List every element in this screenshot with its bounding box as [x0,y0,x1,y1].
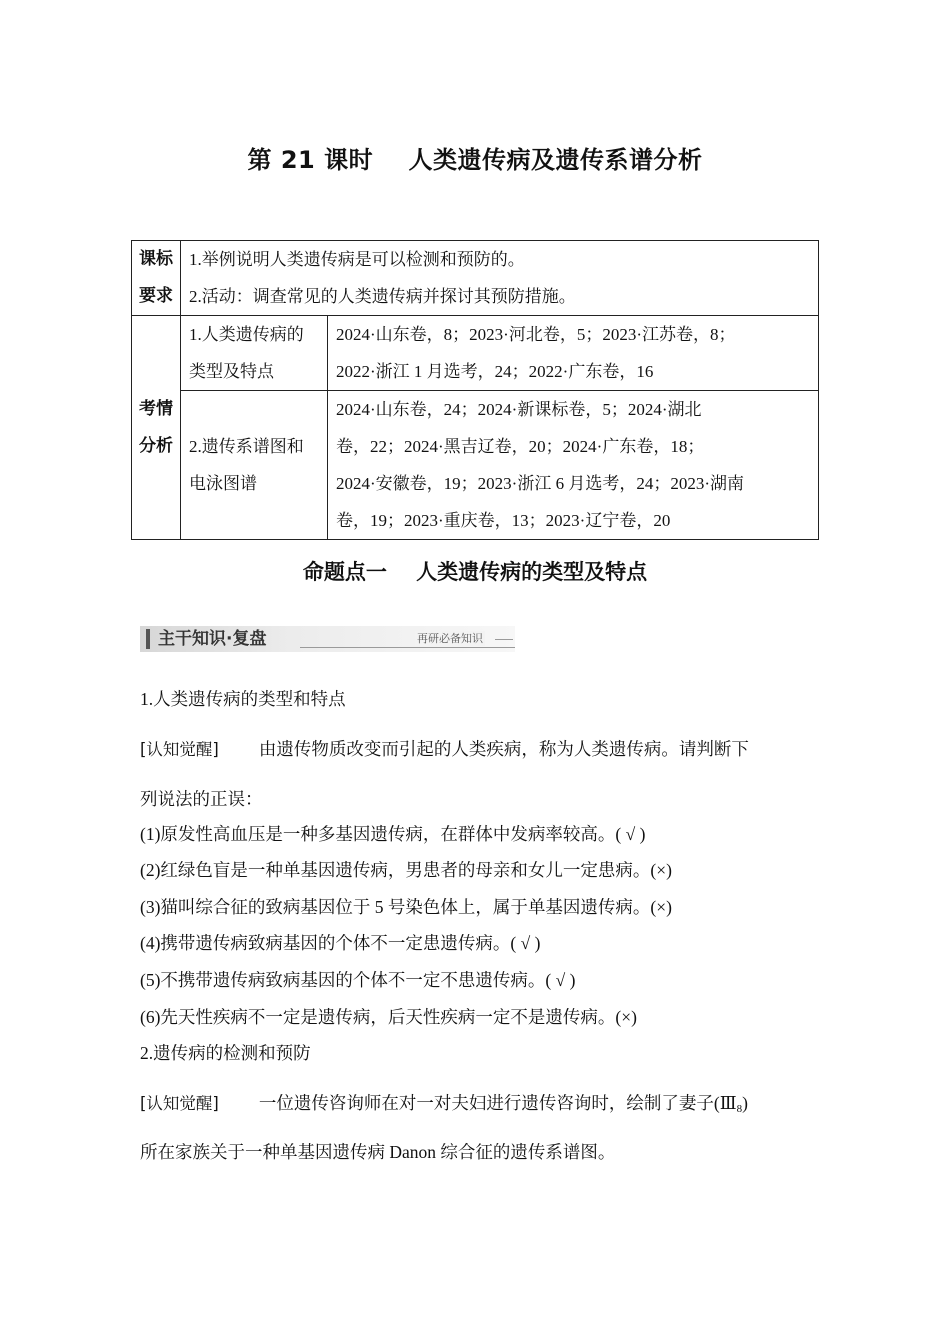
source-line: 2024·安徽卷，19；2023·浙江 6 月选考，24；2023·湖南 [336,474,744,493]
paragraph-intro-1 [140,738,749,761]
list-item: (1)原发性高血压是一种多基因遗传病，在群体中发病率较高。( √ ) [140,824,646,844]
page-title: 第 21 课时 人类遗传病及遗传系谱分析 [247,146,703,174]
source-line: 2022·浙江 1 月选考，24；2022·广东卷，16 [336,362,654,381]
tag-label: [认知觉醒] [140,1094,219,1113]
paragraph-intro-2 [140,1092,748,1120]
banner-title: 主干知识·复盘 [158,629,267,649]
header-line: 要求 [139,286,173,306]
requirement-item: 1.举例说明人类遗传病是可以检测和预防的。 [189,250,525,269]
kaoqing-header [132,316,181,540]
banner-bar [146,629,150,649]
list-item: (2)红绿色盲是一种单基因遗传病，男患者的母亲和女儿一定患病。(×) [140,860,672,880]
sources-cell [328,316,819,391]
source-line: 2024·山东卷，24；2024·新课标卷，5；2024·湖北 [336,400,702,419]
banner-rule [300,647,515,648]
subscript: 8 [736,1103,743,1115]
intro-text: 一位遗传咨询师在对一对夫妇进行遗传咨询时，绘制了妻子(Ⅲ [258,1093,737,1113]
tag-label: [认知觉醒] [140,740,219,759]
intro-continuation: 所在家族关于一种单基因遗传病 Danon 综合征的遗传系谱图。 [140,1142,616,1162]
banner-subtitle: 再研必备知识 [417,632,483,645]
kebiao-content [181,241,819,316]
heading-2: 2.遗传病的检测和预防 [140,1043,311,1063]
intro-text: 由遗传物质改变而引起的人类疾病，称为人类遗传病。请判断下 [258,739,749,759]
topic-cell [181,316,328,391]
sources-cell [328,391,819,540]
topic-line: 电泳图谱 [189,474,257,493]
header-line: 分析 [139,435,173,456]
source-line: 卷，19；2023·重庆卷，13；2023·辽宁卷，20 [336,511,671,530]
intro-text-end: ) [742,1093,748,1113]
heading-1: 1.人类遗传病的类型和特点 [140,689,346,709]
requirement-item: 2.活动：调查常见的人类遗传病并探讨其预防措施。 [189,287,576,306]
section-title: 命题点一 人类遗传病的类型及特点 [302,560,648,584]
header-line: 考情 [139,398,173,419]
topic-line: 1.人类遗传病的 [189,325,304,344]
requirements-table [131,240,819,540]
list-item: (4)携带遗传病致病基因的个体不一定患遗传病。( √ ) [140,933,541,953]
topic-cell [181,391,328,540]
topic-line: 2.遗传系谱图和 [189,437,304,456]
list-item: (3)猫叫综合征的致病基因位于 5 号染色体上，属于单基因遗传病。(×) [140,897,672,917]
source-line: 卷，22；2024·黑吉辽卷，20；2024·广东卷，18； [336,437,705,456]
list-item: (6)先天性疾病不一定是遗传病，后天性疾病一定不是遗传病。(×) [140,1007,637,1027]
source-line: 2024·山东卷，8；2023·河北卷，5；2023·江苏卷，8； [336,325,736,344]
section-banner [140,626,515,652]
kebiao-header [132,241,181,316]
topic-line: 类型及特点 [189,362,274,381]
header-line: 课标 [139,249,173,269]
list-item: (5)不携带遗传病致病基因的个体不一定不患遗传病。( √ ) [140,970,576,990]
banner-tail-line [495,639,513,640]
intro-continuation: 列说法的正误： [140,789,263,809]
